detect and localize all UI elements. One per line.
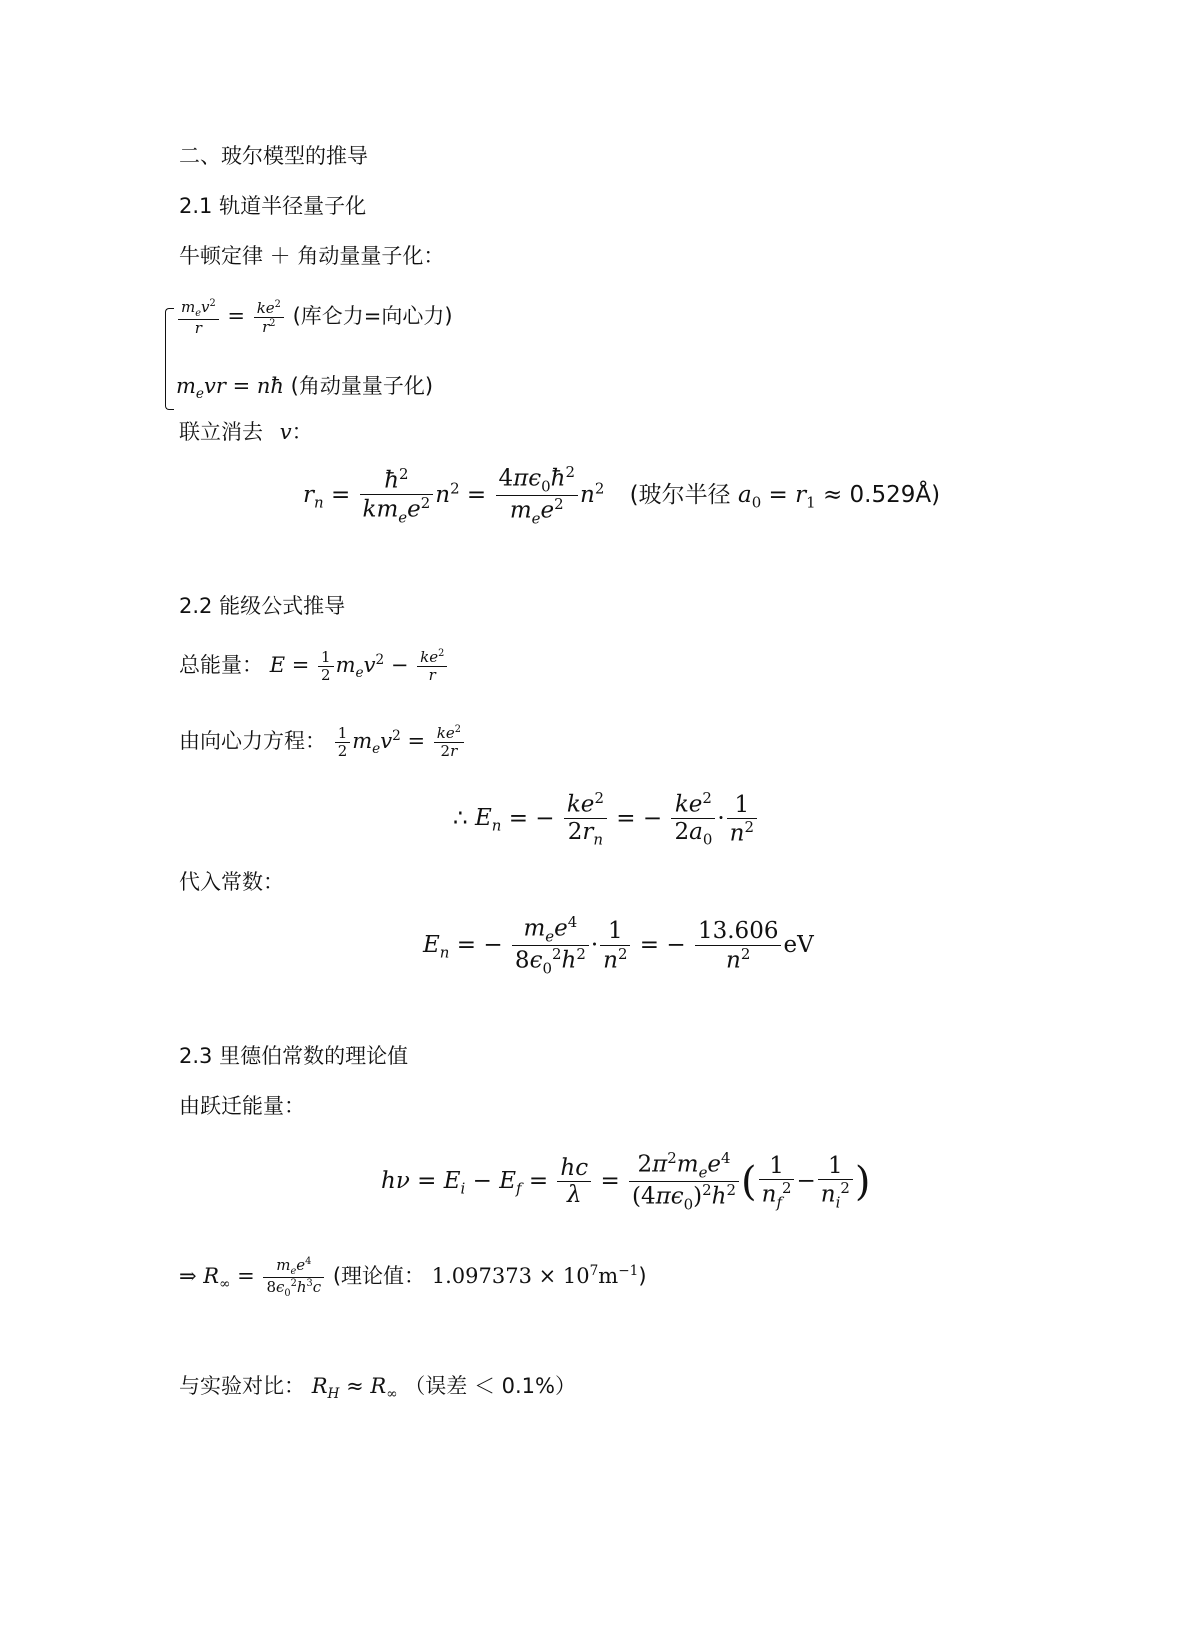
rydberg-theory-value: 1.097373 × 10 xyxy=(431,1264,590,1289)
rydberg-theory-line: ⇒ $R_\infty$ = $\frac{m_ee^4}{8\epsilon_0^2h^3c}$ (理论值： $1.097373 \times 10^7m^{-1}$) xyxy=(179,1256,647,1300)
theory-value-label: (理论值： xyxy=(332,1264,426,1289)
angular-momentum-note: (角动量量子化) xyxy=(290,374,434,398)
equation-energy-levels: ∴ $E_n$ = − $\frac{ke^2}{2r_n}$ = − $\frac{ke^2}{2a_0}$ · $\frac{1}{n^2}$ xyxy=(453,790,759,849)
subsection-2-3-title: 2.3 里德伯常数的理论值 xyxy=(179,1044,409,1068)
energy-unit: eV xyxy=(783,931,814,958)
equation-transition: $h\nu = E_i - E_f$ = $\frac{hc}{\lambda}$ = $\frac{2\pi^2m_ee^4}{(4\pi\epsilon_0)^2h^2}$ ( $\frac{1}{n_f^2}$ − $\frac{1}{n_i^2}$ ) xyxy=(381,1149,871,1214)
subsection-2-2-title: 2.2 能级公式推导 xyxy=(179,594,346,618)
subsection-2-1-title: 2.1 轨道半径量子化 xyxy=(179,194,367,218)
equation-energy-numeric: $E_n$ = − $\frac{m_ee^4}{8\epsilon_0^2h^2}$ · $\frac{1}{n^2}$ = − $\frac{13.606}{n^2}$ eV xyxy=(423,913,814,978)
centripetal-line: 由向心力方程： $\frac{1}{2}$ $m_ev^2$ = $\frac{ke^2}{2r}$ xyxy=(179,724,466,761)
equation-angular-momentum: $m_evr$ = nħ (角动量量子化) xyxy=(176,374,434,403)
bohr-radius-value: 0.529Å) xyxy=(849,481,941,508)
section-title: 二、玻尔模型的推导 xyxy=(179,144,368,168)
equation-force-balance: $\frac{m_ev^2}{r}$ = $\frac{ke^2}{r^2}$ (库仑力=向心力) xyxy=(176,298,453,337)
transition-energy-label: 由跃迁能量： xyxy=(179,1094,305,1118)
equation-system-brace xyxy=(165,308,174,410)
total-energy-line: 总能量： E = $\frac{1}{2}$ $m_ev^2$ − $\frac{ke^2}{r}$ xyxy=(179,648,449,685)
bohr-radius-note: (玻尔半径 xyxy=(629,481,731,508)
force-balance-note: (库仑力=向心力) xyxy=(292,304,453,329)
subsection-2-1-intro: 牛顿定律 ＋ 角动量量子化： xyxy=(179,244,445,268)
substitute-constants-label: 代入常数： xyxy=(179,870,284,894)
error-note: （误差 ＜ 0.1%） xyxy=(404,1374,576,1398)
experiment-compare-line: 与实验对比： $R_H \approx R_\infty$ （误差 ＜ 0.1%） xyxy=(179,1374,576,1403)
equation-bohr-radius: $r_n$ = $\frac{ħ^2}{km_ee^2}$ $n^2$ = $\frac{4\pi\epsilon_0ħ^2}{m_ee^2}$ $n^2$ (玻尔半径 $a_0 = r_1$ ≈ 0.529Å) xyxy=(303,463,941,528)
rydberg-energy-value: 13.606 xyxy=(695,918,781,945)
eliminate-v-label: 联立消去 v： xyxy=(179,420,313,444)
